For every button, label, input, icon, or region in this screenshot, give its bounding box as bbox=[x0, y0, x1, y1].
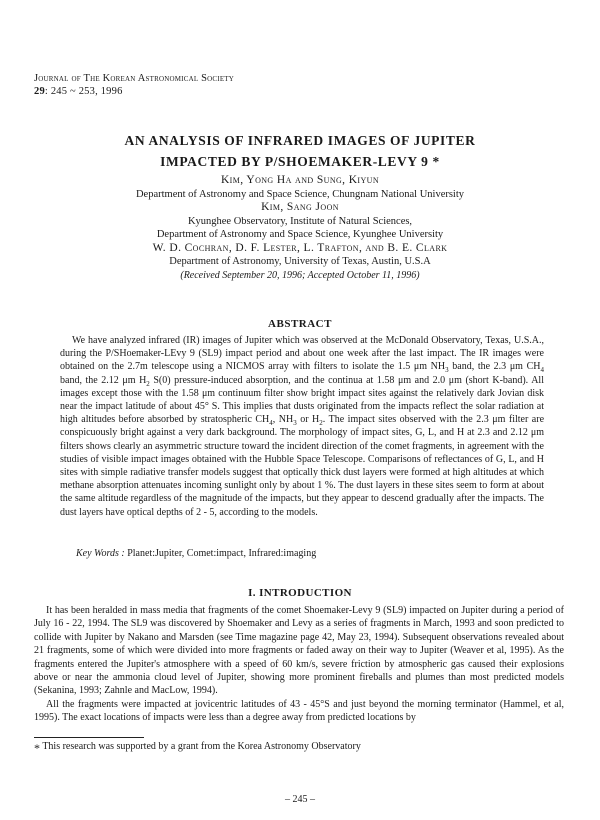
keywords-line bbox=[76, 548, 316, 559]
journal-pages: : 245 ~ 253, 1996 bbox=[44, 86, 123, 97]
journal-header bbox=[34, 72, 234, 98]
abstract-seg-5: , NH bbox=[272, 414, 294, 426]
author-group-1: Kim, Yong Ha and Sung, Kiyun bbox=[220, 174, 380, 186]
abstract-sub-5: 3 bbox=[293, 419, 297, 428]
abstract-heading: ABSTRACT bbox=[268, 318, 332, 330]
title-line-1: AN ANALYSIS OF INFRARED IMAGES OF JUPITER bbox=[124, 133, 476, 148]
footnote bbox=[34, 741, 361, 756]
abstract-seg-7: . The impact sites observed with the 2.3 μm filter are conspicuously bright against a very dark background. The morphology of impact sites, G, L, and H at 2.3 and 2.12 μm filters shows clearly an asymmetric structure toward the incident direction of the comet fragments, in agreement with the studies of visible impact images obtained with the Hubble Space Telescope. Comparisons of reflectances of G, L, and H sites with simple radiative transfer models suggest that optically thick dust layers were formed at high altitudes at which methane absorption attenuates incoming sunlight only by about 1 %. The dust layers in these sites seem to form at about the same altitude regardless of the magnitude of the impacts, but they appear to descend gradually after the impacts. The dust layers have optical depths of 2 - 5, according to the models. bbox=[60, 414, 545, 518]
abstract-seg-1: We have analyzed infrared (IR) images of Jupiter which was observed at the McDonald Observatory, Texas, U.S.A., during the P/SHoemaker-LEvy 9 (SL9) impact period and about one week after the last impact. The IR images were obtained on the 2.7m telescope using a NICMOS array with filters to isolate the 1.5 μm NH bbox=[60, 335, 544, 373]
abstract-sub-3: 2 bbox=[146, 379, 150, 388]
affiliation-1: Department of Astronomy and Space Science, Chungnam National University bbox=[135, 188, 465, 200]
intro-paragraph-1: It has been heralded in mass media that fragments of the comet Shoemaker-Levy 9 (SL9) impacted on Jupiter during a period of July 16 - 22, 1994. The SL9 was discovered by Shoemaker and Levy as a series of fragments in March, 1993 and soon predicted to collide with Jupiter by Nakano and Marsden (see Time magazine page 42, May 23, 1994). Subsequent observations revealed about 21 fragments, some of which were divided into more fragments or faded away on their way to Jupiter (Weaver et al, 1995). As the fragments entered the Jupiter's atmosphere with a speed of 60 km/s, severe friction by atmospheric gas caused their explosions above or near the ammonia cloud level of Jupiter, showing more prominent fireballs and plumes than most predicted models (Sekanina, 1993; Zahnle and MacLow, 1994). bbox=[34, 605, 564, 697]
abstract-text bbox=[60, 334, 544, 519]
abstract-seg-6: or H bbox=[296, 414, 320, 426]
abstract-seg-2: band, the 2.3 μm CH bbox=[448, 361, 541, 373]
abstract-sub-2: 4 bbox=[540, 366, 544, 375]
title-line-2: IMPACTED BY P/SHOEMAKER-LEVY 9 * bbox=[160, 154, 440, 169]
introduction-heading: I. INTRODUCTION bbox=[248, 587, 352, 599]
affiliation-2b: Department of Astronomy and Space Science, Kyunghee University bbox=[156, 229, 444, 240]
abstract-sub-6: 2 bbox=[319, 419, 323, 428]
affiliation-3: Department of Astronomy, University of Texas, Austin, U.S.A bbox=[169, 256, 431, 267]
keywords-values: Planet:Jupiter, Comet:impact, Infrared:imaging bbox=[127, 548, 317, 559]
journal-volume-line bbox=[34, 85, 234, 98]
abstract-seg-4: S(0) pressure-induced absorption, and the continua at 1.58 μm and 2.0 μm (short K-band). All images except those with the 1.58 μm continuum filter show bright impact sites against the relatively dark Jovian disk near the impact latitude of about 45° S. This implies that dusts originated from the impacts reflect the solar radiation at high altitudes before absorbed by stratospheric CH bbox=[60, 374, 544, 426]
received-dates: (Received September 20, 1996; Accepted October 11, 1996) bbox=[180, 269, 420, 281]
footnote-mark: * bbox=[34, 741, 40, 755]
paper-title bbox=[0, 130, 600, 172]
abstract-sub-4: 4 bbox=[269, 419, 273, 428]
journal-name: Journal of The Korean Astronomical Society bbox=[34, 73, 235, 84]
keywords-label: Key Words : bbox=[76, 548, 125, 559]
affiliation-2a: Kyunghee Observatory, Institute of Natural Sciences, bbox=[187, 215, 413, 227]
author-block bbox=[0, 174, 600, 282]
footnote-rule bbox=[34, 737, 144, 738]
author-group-2: Kim, Sang Joon bbox=[261, 201, 339, 213]
introduction-body bbox=[34, 604, 564, 725]
journal-volume: 29 bbox=[34, 86, 45, 97]
abstract-seg-3: band, the 2.12 μm H bbox=[60, 374, 147, 386]
intro-paragraph-2: All the fragments were impacted at jovicentric latitudes of 43 - 45°S and just beyond the morning terminator (Hammel, et al, 1995). The exact locations of impacts were less than a degree away from predicted locations by bbox=[34, 698, 564, 724]
author-group-3: W. D. Cochran, D. F. Lester, L. Trafton, and B. E. Clark bbox=[152, 241, 448, 254]
footnote-text: This research was supported by a grant from the Korea Astronomy Observatory bbox=[42, 741, 361, 752]
abstract-sub-1: 3 bbox=[445, 366, 449, 375]
page-number: – 245 – bbox=[285, 794, 315, 805]
